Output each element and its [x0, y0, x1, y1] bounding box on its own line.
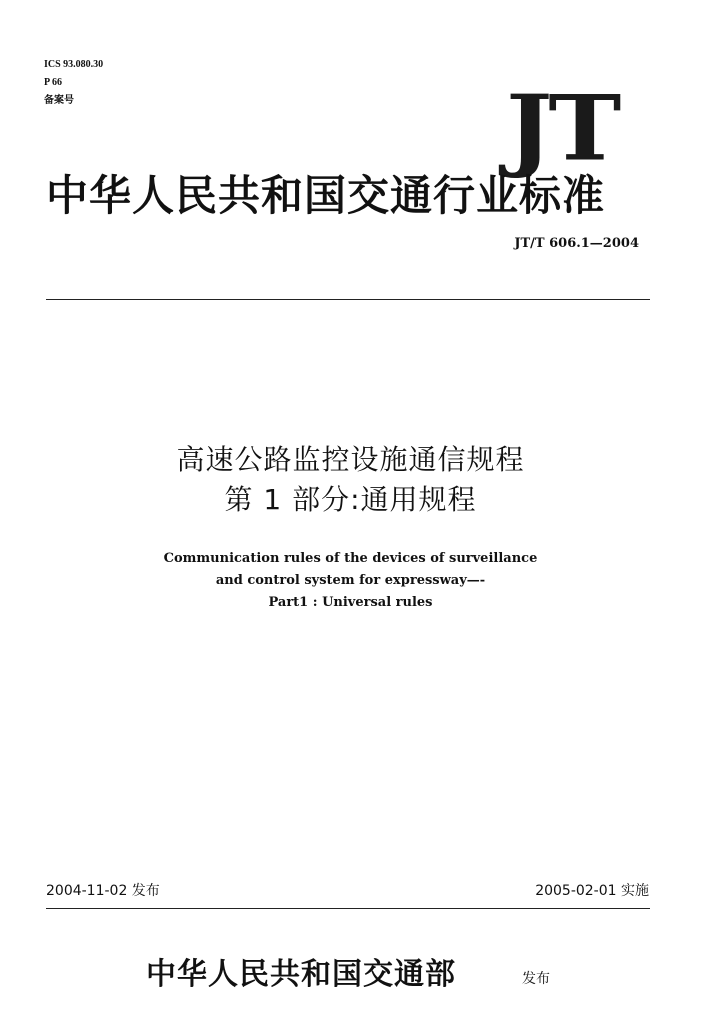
- title-en-line2: and control system for expressway—-: [215, 573, 486, 588]
- ics-code: ICS 93.080.30: [44, 59, 104, 70]
- standard-number: JT/T 606.1—2004: [514, 236, 639, 251]
- title-cn-line1: 高速公路监控设施通信规程: [176, 443, 525, 476]
- title-en-line3: Part1 : Universal rules: [268, 595, 433, 610]
- standard-body-title: 中华人民共和国交通行业标准: [46, 171, 606, 220]
- filing-number-label: 备案号: [44, 95, 74, 106]
- issue-date: 2004-11-02 发布: [46, 883, 160, 899]
- issuer-suffix: 发布: [522, 971, 550, 987]
- issuer-name: 中华人民共和国交通部: [146, 957, 456, 992]
- jt-logo-text: JT: [506, 75, 618, 182]
- classification-code: P 66: [44, 77, 63, 88]
- jt-logo: [506, 75, 646, 182]
- top-divider: [46, 299, 650, 300]
- title-cn-line2: 第 1 部分:通用规程: [224, 483, 477, 516]
- implement-date: 2005-02-01 实施: [535, 883, 649, 899]
- bottom-divider: [46, 908, 650, 909]
- title-en-line1: Communication rules of the devices of surveillance: [163, 551, 538, 566]
